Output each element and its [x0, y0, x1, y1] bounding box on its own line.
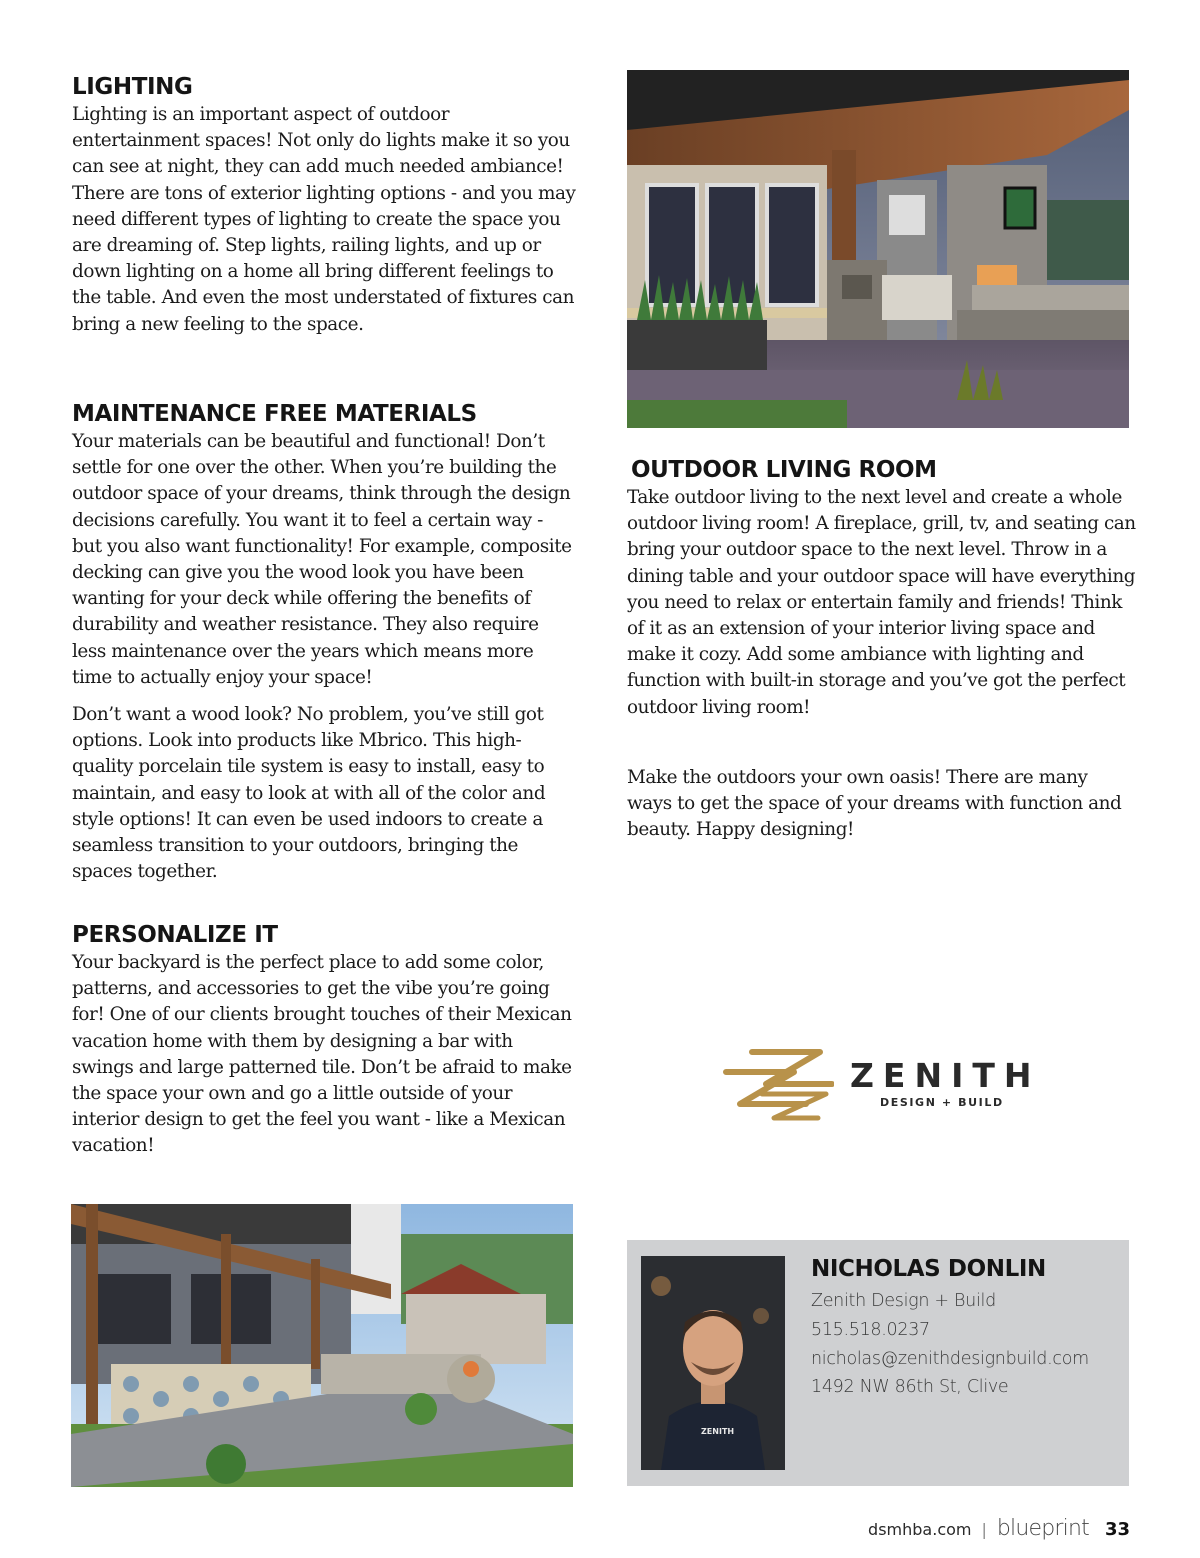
author-name: NICHOLAS DONLIN	[811, 1256, 1046, 1282]
author-contact-card	[627, 1240, 1129, 1486]
logo-wordmark: ZENITH	[850, 1056, 1041, 1095]
page-footer	[868, 1516, 1130, 1546]
author-portrait-illustration	[641, 1256, 785, 1470]
footer-brand: blueprint	[996, 1516, 1089, 1541]
footer-site: dsmhba.com	[868, 1520, 972, 1539]
closing-body: Make the outdoors your own oasis! There are many ways to get the space of your dreams with function and beauty. Happy designing!	[627, 767, 1122, 841]
lighting-heading: LIGHTING	[72, 74, 193, 100]
outdoor-living-room-photo	[627, 70, 1129, 428]
backyard-bar-photo	[71, 1204, 573, 1487]
outdoor-living-room-illustration	[627, 70, 1129, 428]
personalize-body: Your backyard is the perfect place to add some color, patterns, and accessories to get the vibe you’re going for! One of our clients brought touches of their Mexican vacation home with them by designing a bar with swings and large patterned tile. Don’t be afraid to make the space your own and go a little outside of your interior design to get the feel you want - like a Mexican vacation!	[72, 952, 572, 1157]
zenith-logo	[722, 1042, 1042, 1122]
author-address: 1492 NW 86th St, Clive	[811, 1377, 1009, 1397]
author-company: Zenith Design + Build	[811, 1291, 996, 1311]
page-number: 33	[1104, 1519, 1130, 1540]
logo-tagline: DESIGN + BUILD	[880, 1096, 1004, 1109]
maintenance-body-1: Your materials can be beautiful and functional! Don’t settle for one over the other. When you’re building the outdoor space of your dreams, think through the design decisions carefully. You want it to feel a certain way - but you also want functionality! For example, composite decking can give you the wood look you have been wanting for your deck while offering the benefits of durability and weather resistance. They also require less maintenance over the years which means more time to actually enjoy your space!	[72, 431, 572, 688]
author-phone: 515.518.0237	[811, 1320, 930, 1340]
lighting-body: Lighting is an important aspect of outdoor entertainment spaces! Not only do lights make it so you can see at night, they can add much needed ambiance! There are tons of exterior lighting options - and you may need different types of lighting to create the space you are dreaming of. Step lights, railing lights, and up or down lighting on a home all bring different feelings to the table. And even the most understated of fixtures can bring a new feeling to the space.	[72, 104, 576, 335]
maintenance-body-2: Don’t want a wood look? No problem, you’ve still got options. Look into products like Mbrico. This high-quality porcelain tile system is easy to install, easy to maintain, and easy to look at with all of the color and style options! It can even be used indoors to create a seamless transition to your outdoors, bringing the spaces together.	[72, 704, 546, 883]
outdoor-living-room-heading: OUTDOOR LIVING ROOM	[631, 457, 937, 483]
shirt-logo-text: ZENITH	[701, 1427, 735, 1436]
zenith-z-mark-icon	[722, 1046, 834, 1122]
personalize-heading: PERSONALIZE IT	[72, 922, 278, 948]
footer-separator: |	[981, 1520, 987, 1539]
outdoor-living-room-body: Take outdoor living to the next level and create a whole outdoor living room! A fireplace, grill, tv, and seating can bring your outdoor space to the next level. Throw in a dining table and your outdoor space will have everything you need to relax or entertain family and friends! Think of it as an extension of your interior living space and make it cozy. Add some ambiance with lighting and function with built-in storage and you’ve got the perfect outdoor living room!	[627, 487, 1136, 718]
maintenance-heading: MAINTENANCE FREE MATERIALS	[72, 401, 477, 427]
author-headshot	[641, 1256, 785, 1470]
author-email: nicholas@zenithdesignbuild.com	[811, 1349, 1089, 1369]
backyard-bar-illustration	[71, 1204, 573, 1487]
